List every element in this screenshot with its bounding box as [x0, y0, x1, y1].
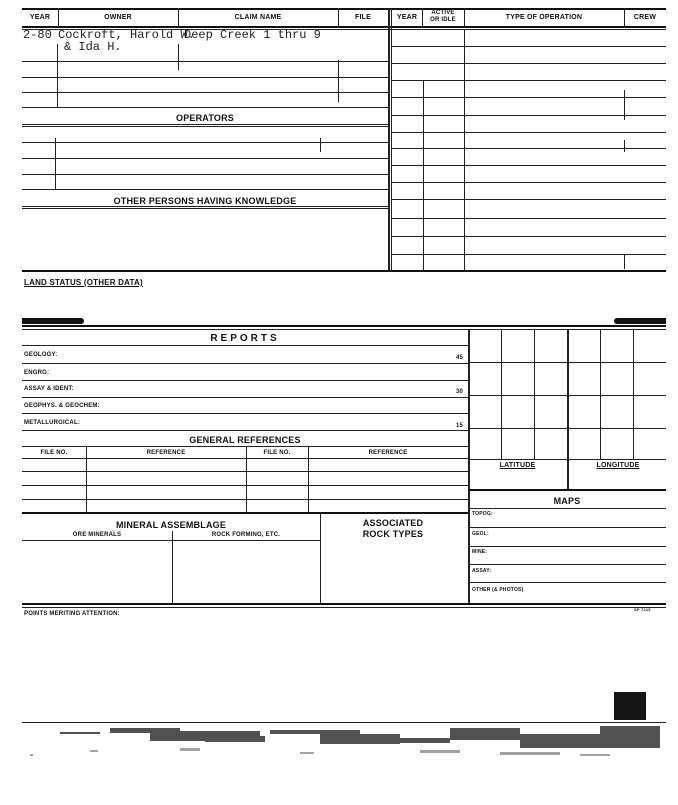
row-line: [22, 124, 388, 125]
row-line: [22, 430, 468, 431]
row-line: [22, 446, 468, 447]
row-line: [392, 165, 666, 166]
row-line: [468, 564, 666, 565]
row-line: [22, 380, 468, 381]
rule: [468, 489, 666, 491]
report-geology: GEOLOGY:: [24, 352, 58, 358]
latitude-label: LATITUDE: [499, 462, 536, 469]
row-line: [22, 499, 468, 500]
row-line: [22, 92, 388, 93]
header-crew: CREW: [633, 14, 657, 21]
header-type-of-operation: TYPE OF OPERATION: [505, 14, 583, 21]
rule: [22, 603, 666, 605]
report-num: 15: [456, 423, 464, 429]
row-line: [22, 77, 388, 78]
grid-line: [567, 329, 569, 489]
grid-line: [468, 428, 666, 429]
header-owner: OWNER: [104, 14, 132, 21]
entry-claim-name: Deep Creek 1 thru 9: [184, 28, 321, 42]
header-year: YEAR: [29, 14, 51, 21]
row-line: [392, 218, 666, 219]
row-line: [22, 397, 468, 398]
row-line: [22, 61, 388, 62]
divider: [464, 8, 465, 28]
divider: [58, 8, 59, 28]
maps-heading: MAPS: [553, 496, 581, 506]
rule: [22, 329, 666, 330]
report-assay: ASSAY & IDENT:: [24, 386, 74, 392]
grid-line: [468, 362, 666, 363]
entry-owner-line2: & Ida H.: [64, 40, 122, 54]
row-line: [22, 363, 468, 364]
mineral-assemblage-heading: MINERAL ASSEMBLAGE: [115, 520, 227, 530]
divider: [423, 80, 424, 270]
row-line: [22, 540, 320, 541]
land-status-label: LAND STATUS (OTHER DATA): [24, 278, 143, 287]
scan-noise: [0, 718, 678, 788]
divider: [178, 8, 179, 28]
associated-label: ASSOCIATED: [362, 518, 424, 528]
row-line: [22, 485, 468, 486]
row-line: [468, 546, 666, 547]
row-line: [22, 345, 468, 346]
divider: [464, 29, 465, 270]
divider: [338, 8, 339, 28]
file-no-header-2: FILE NO.: [263, 450, 291, 456]
grid-line: [501, 329, 502, 459]
scan-block: [614, 692, 646, 720]
points-label: POINTS MERITING ATTENTION:: [24, 611, 120, 617]
row-line: [392, 182, 666, 183]
divider: [338, 60, 339, 102]
row-line: [22, 471, 468, 472]
general-references-heading: GENERAL REFERENCES: [189, 435, 301, 445]
row-line: [392, 132, 666, 133]
report-engrg: ENGRG:: [24, 370, 50, 376]
rock-types-label: ROCK TYPES: [362, 529, 424, 539]
map-mine: MINE:: [472, 549, 488, 555]
report-num: 45: [456, 355, 464, 361]
header-claim-name: CLAIM NAME: [234, 14, 282, 21]
divider: [57, 44, 58, 107]
map-geol: GEOL:: [472, 531, 489, 537]
row-line: [22, 126, 388, 127]
longitude-label: LONGITUDE: [596, 462, 640, 469]
scan-mark: [22, 318, 84, 324]
divider: [308, 446, 309, 512]
rule: [22, 325, 666, 327]
divider: [624, 8, 625, 28]
center-divider: [388, 8, 390, 270]
divider: [624, 255, 625, 269]
row-line: [22, 142, 388, 143]
file-no-header: FILE NO.: [40, 450, 68, 456]
row-line: [22, 174, 388, 175]
divider: [246, 446, 247, 512]
grid-line: [633, 329, 634, 459]
header-or-idle: OR IDLE: [430, 17, 456, 23]
grid-line: [468, 459, 666, 460]
header-year-ops: YEAR: [396, 14, 418, 21]
reference-header-2: REFERENCE: [368, 450, 408, 456]
row-line: [22, 413, 468, 414]
divider: [320, 138, 321, 152]
report-geophys: GEOPHYS. & GEOCHEM:: [24, 403, 100, 409]
entry-year: 2-80: [23, 28, 52, 42]
row-line: [392, 80, 666, 81]
row-line: [22, 206, 388, 207]
report-metallurgical: METALLURGICAL:: [24, 420, 81, 426]
row-line: [468, 508, 666, 509]
row-line: [22, 189, 388, 190]
grid-line: [600, 329, 601, 459]
row-line: [22, 458, 468, 459]
divider: [422, 8, 423, 28]
row-line: [392, 199, 666, 200]
report-num: 30: [456, 389, 464, 395]
divider: [624, 90, 625, 120]
row-line: [22, 158, 388, 159]
row-line: [22, 107, 388, 108]
reports-heading: REPORTS: [210, 333, 280, 344]
rule: [22, 8, 666, 10]
header-active: ACTIVE: [431, 10, 455, 16]
map-other: OTHER (& PHOTOS): [472, 587, 524, 593]
rule: [22, 512, 468, 514]
row-line: [392, 46, 666, 47]
other-persons-heading: OTHER PERSONS HAVING KNOWLEDGE: [113, 196, 297, 206]
grid-line: [468, 395, 666, 396]
operators-heading: OPERATORS: [176, 113, 234, 123]
divider: [624, 140, 625, 152]
map-topog: TOPOG:: [472, 511, 493, 517]
divider: [172, 531, 173, 603]
divider: [55, 138, 56, 190]
divider: [86, 446, 87, 512]
row-line: [468, 527, 666, 528]
center-divider: [391, 8, 392, 270]
map-assay: ASSAY:: [472, 568, 492, 574]
row-line: [22, 208, 388, 209]
header-file: FILE: [355, 14, 371, 21]
row-line: [468, 582, 666, 583]
row-line: [392, 63, 666, 64]
rule: [22, 270, 666, 272]
entry-owner: Cockroft, Harold W.: [58, 28, 195, 42]
rock-forming-header: ROCK FORMING, ETC.: [211, 532, 281, 538]
ore-minerals-header: ORE MINERALS: [72, 532, 122, 538]
scan-mark: [614, 318, 666, 324]
reference-header: REFERENCE: [146, 450, 186, 456]
divider: [178, 44, 179, 70]
row-line: [392, 236, 666, 237]
form-code: SP 7215: [634, 607, 651, 612]
rule: [22, 607, 666, 608]
grid-line: [534, 329, 535, 459]
